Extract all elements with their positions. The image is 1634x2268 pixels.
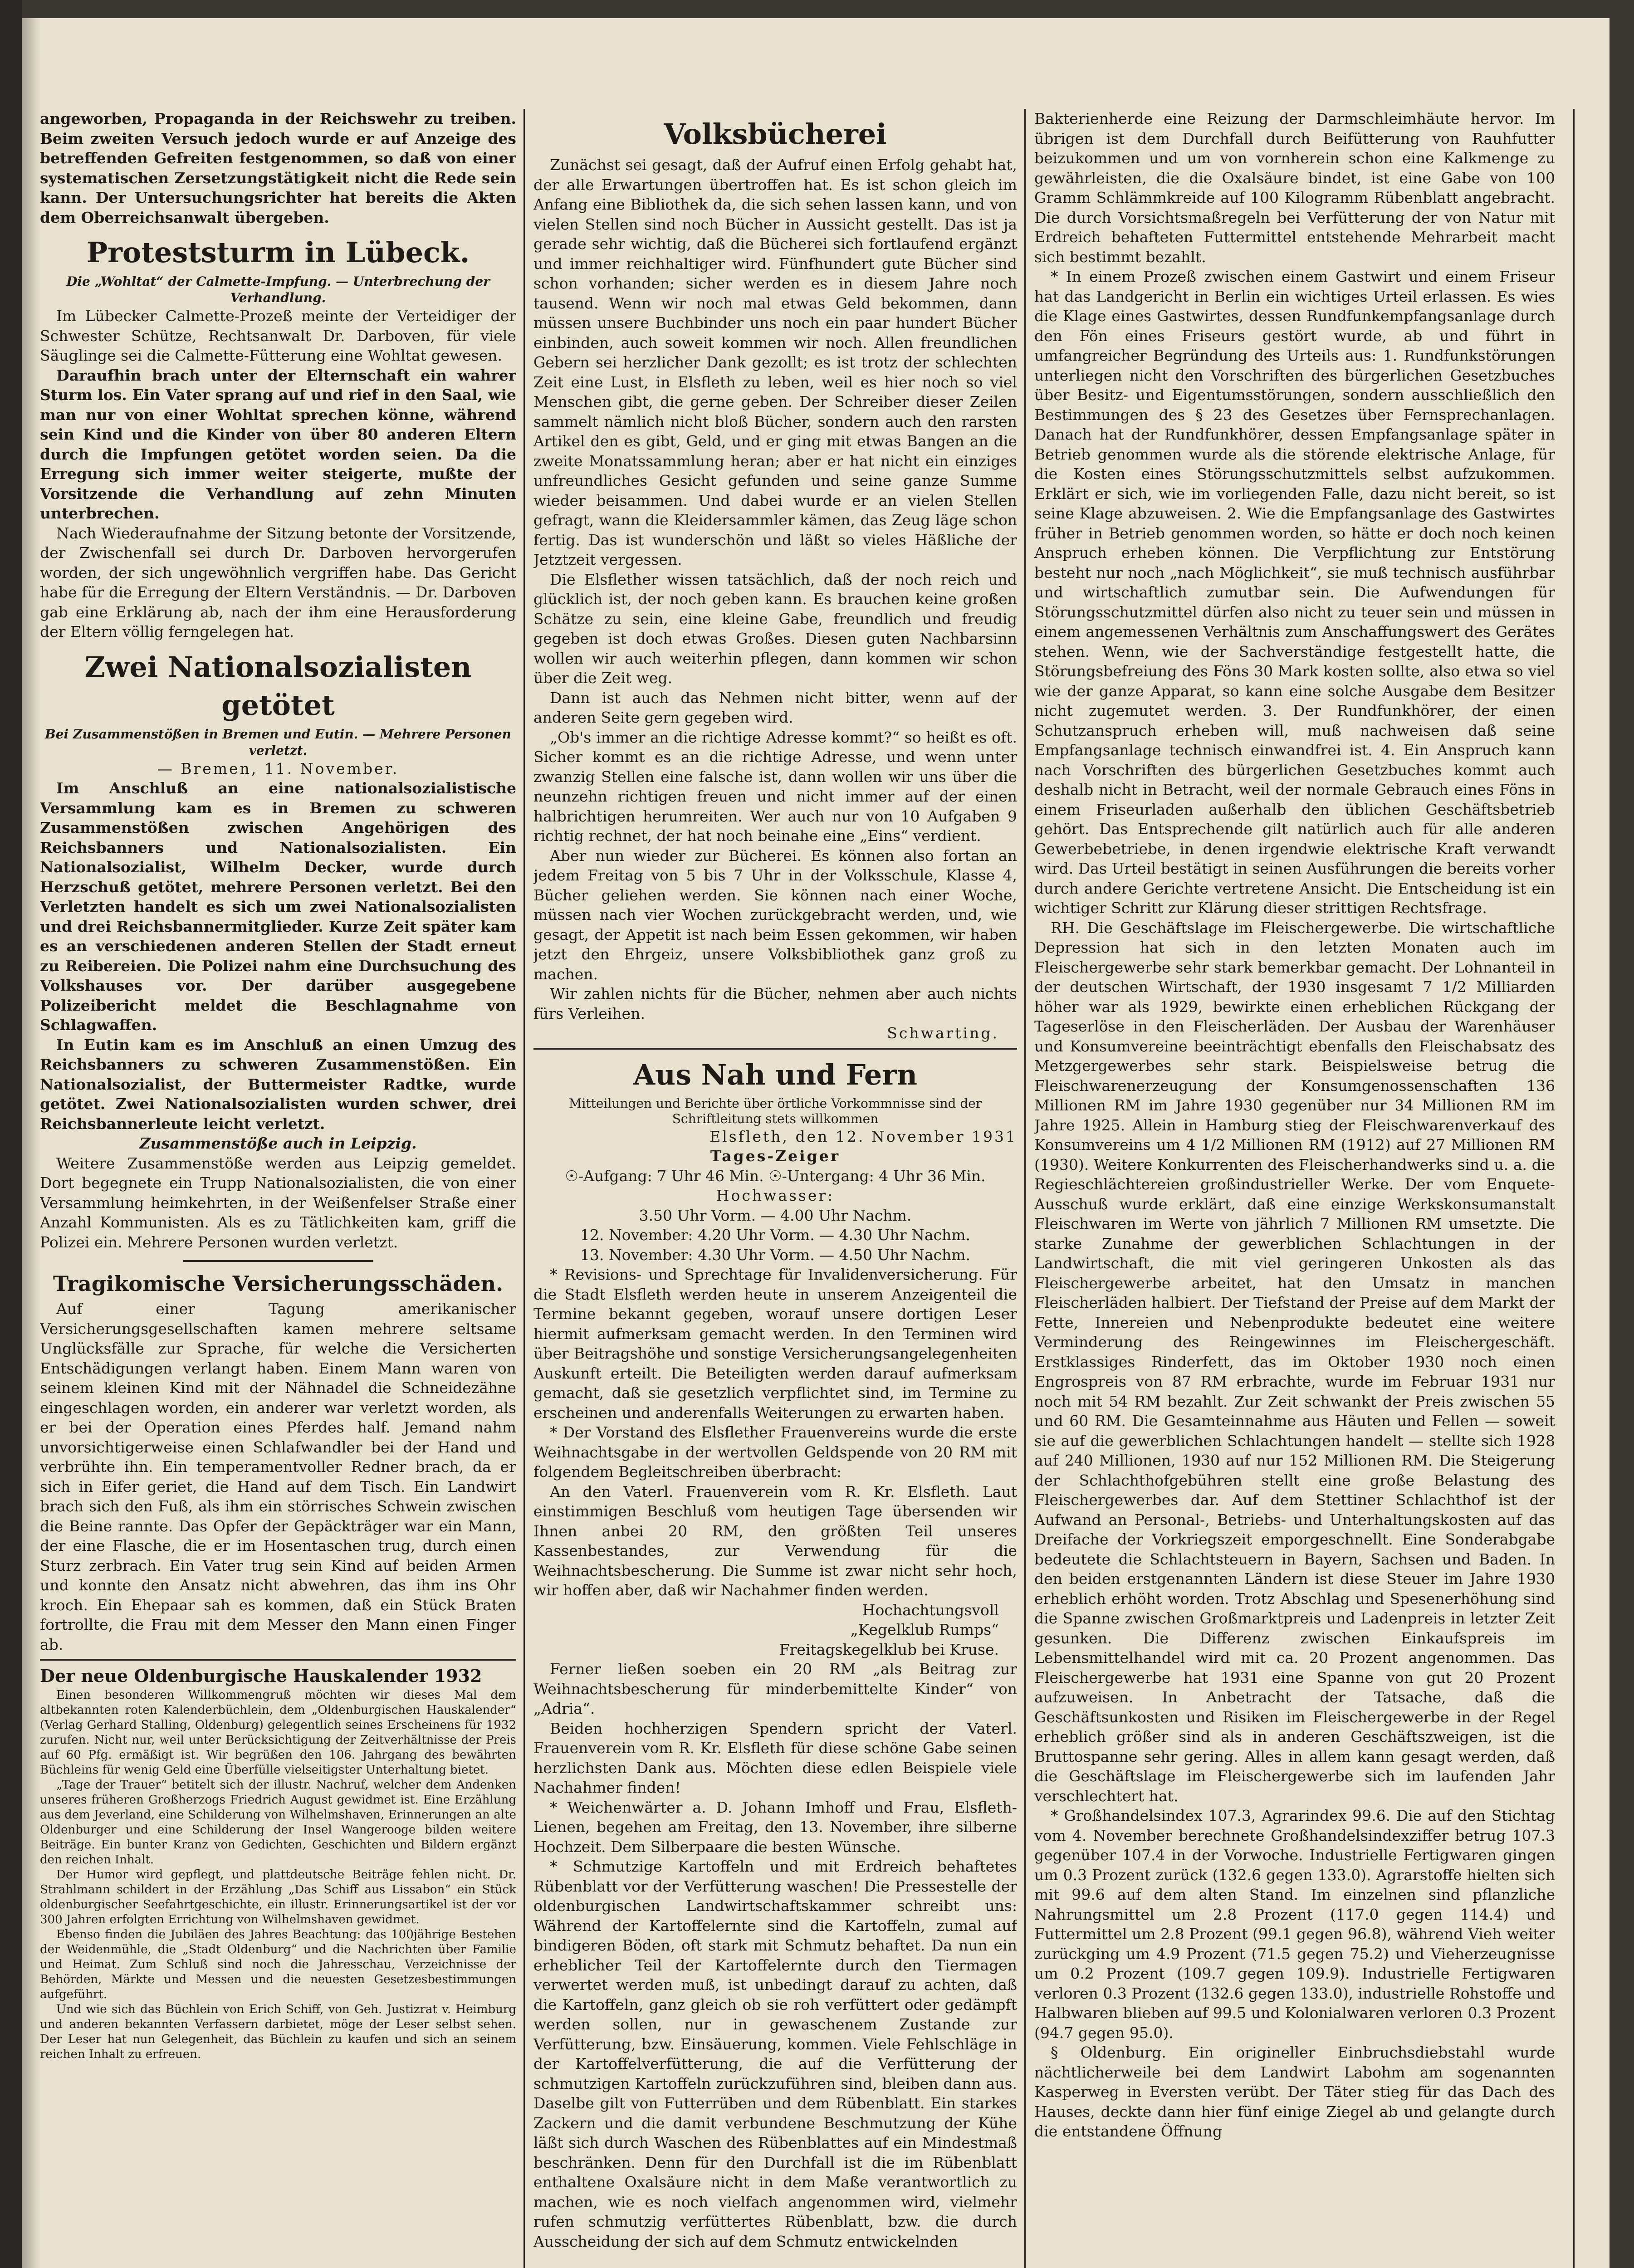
article-paragraph: Und wie sich das Büchlein von Erich Schiff, von Geh. Justizrat v. Heimburg und anderen bekannten Verfassern darbietet, möge der Leser selbst sehen. Der Leser hat nun Gelegenheit, das Büchlein zu kaufen und sich an seinem reichen Inhalt zu erfreuen. [40, 2003, 516, 2061]
news-item: * Revisions- und Sprechtage für Invalidenversicherung. Für die Stadt Elsfleth werden heute in unserem Anzeigenteil die Termine bekannt gegeben, worauf unsere dortigen Leser hiermit aufmerksam gemacht werden. In den Terminen wird über Beitragshöhe und sonstige Versicherungsangelegenheiten Auskunft erteilt. Die Beteiligten werden darauf aufmerksam gemacht, daß sie gesetzlich verpflichtet sind, im Termine zu erscheinen und anderenfalls Weiterungen zu erwarten haben. [533, 1266, 1017, 1422]
column-3 [1034, 109, 1555, 2268]
article-paragraph: Dann ist auch das Nehmen nicht bitter, wenn auf der anderen Seite gern gegeben wird. [533, 689, 1017, 726]
letter-signature: „Kegelklub Rumps“ [850, 1621, 999, 1638]
article-paragraph: Weitere Zusammenstöße werden aus Leipzig gemeldet. Dort begegnete ein Trupp Nationalsozialisten, die von einer Versammlung heimkehrten, in der Weißenfelser Straße einer Anzahl Kommunisten. Als es zu Tätlichkeiten kam, griff die Polizei ein. Mehrere Personen wurden verletzt. [40, 1154, 516, 1251]
high-water-line: 12. November: 4.20 Uhr Vorm. — 4.30 Uhr Nachm. [580, 1226, 971, 1244]
article-paragraph: Nach Wiederaufnahme der Sitzung betonte der Vorsitzende, der Zwischenfall sei durch Dr. Darboven hervorgerufen worden, der sich ungewöhnlich vergriffen habe. Das Gericht habe für die Erregung der Eltern Verständnis. — Dr. Darboven gab eine Erklärung ab, nach der ihm eine Herausforderung der Eltern völlig ferngelegen hat. [40, 524, 516, 640]
news-item: * In einem Prozeß zwischen einem Gastwirt und einem Friseur hat das Landgericht in Berlin ein wichtiges Urteil erlassen. Es wies die Klage eines Gastwirtes, dessen Rundfunkempfangsanlage durch den Fön eines Friseurs gestört wurde, ab und führt in umfangreicher Begründung des Urteils aus: 1. Rundfunkstörungen unterliegen nicht den Vorschriften des bürgerlichen Gesetzbuches über Besitz- und Eigentumsstörungen, sondern ausschließlich den Bestimmungen des § 23 des Gesetzes über Fernsprechanlagen. Danach hat der Rundfunkhörer, dessen Empfangsanlage später in Betrieb genommen wurde als die störende elektrische Anlage, für die Kosten eines Störungsschutzmittels selbst aufzukommen. Erklärt er sich, wie im vorliegenden Falle, dazu nicht bereit, so ist seine Klage abzuweisen. 2. Wie die Empfangsanlage des Gastwirtes früher in Betrieb genommen worden, so hätte er doch noch keinen Anspruch erheben können. Die Verpflichtung zur Entstörung besteht nur noch „nach Möglichkeit“, sie muß technisch ausführbar und wirtschaftlich zumutbar sein. Die Aufwendungen für Störungsschutzmittel dürfen also nicht zu teuer sein und müssen in einem angemessenen Verhältnis zum Anschaffungswert des Gerätes stehen. Wenn, wie der Sachverständige festgestellt hatte, die Störungsbefreiung des Föns 30 Mark kosten sollte, also etwa so viel wie der ganze Apparat, so kann eine solche Ausgabe dem Besitzer nicht zugemutet werden. 3. Der Rundfunkhörer, der einen Schutzanspruch erheben will, muß nachweisen daß seine Empfangsanlage technisch einwandfrei ist. 4. Ein Anspruch kann nach Vorschriften des bürgerlichen Gesetzbuches kommt auch deshalb nicht in Betracht, weil der normale Gebrauch eines Föns in einem Friseurladen außerhalb den üblichen Geschäftsbetrieb gehört. Das Entsprechende gilt natürlich auch für alle anderen Gewerbebetriebe, in denen irgendwie elektrische Kraft verwandt wird. Das Urteil bestätigt in seinen Ausführungen die bereits vorher durch andere Gerichte vertretene Ansicht. Die Entscheidung ist ein wichtiger Schritt zur Klärung dieser strittigen Rechtsfrage. [1034, 268, 1555, 917]
column-1 [40, 109, 516, 2268]
section-note: Mitteilungen und Berichte über örtliche Vorkommnisse sind der Schriftleitung stets willkommen [568, 1095, 982, 1126]
article-subtitle: Bei Zusammenstößen in Bremen und Eutin. — Mehrere Personen verletzt. [45, 726, 511, 758]
news-item: Ferner ließen soeben ein 20 RM „als Beitrag zur Weihnachtsbescherung für minderbemittelte Kinder“ von „Adria“. [533, 1660, 1017, 1717]
article-paragraph: „Ob's immer an die richtige Adresse kommt?“ so heißt es oft. Sicher kommt es an die richtige Adresse, und wenn unter zwanzig Stellen eine falsche ist, dann wollen wir uns über die neunzehn richtigen freuen und nicht immer auf der einen halbrichtigen herumreiten. Wer auch nur von 10 Aufgaben 9 richtig rechnet, der hat noch beinahe eine „Eins“ verdient. [533, 728, 1017, 845]
page-edge-rule [1573, 109, 1575, 2268]
article-paragraph: Aber nun wieder zur Bücherei. Es können also fortan an jedem Freitag von 5 bis 7 Uhr in der Volksschule, Klasse 4, Bücher geliehen werden. Sie können nach einer Woche, müssen nach vier Wochen zurückgebracht werden, und, wie gesagt, der Appetit ist nach beim Essen gekommen, wir haben jetzt den Ehrgeiz, unsere Volksbibliothek ganz groß zu machen. [533, 846, 1017, 983]
article-paragraph: Der Humor wird gepflegt, und plattdeutsche Beiträge fehlen nicht. Dr. Strahlmann schildert in der Erzählung „Das Schiff aus Lissabon“ ein Stück oldenburgischer Seefahrtgeschichte, ein illustr. Erinnerungsartikel ist der vor 300 Jahren erfolgten Errichtung von Wilhelmshaven gewidmet. [40, 1868, 516, 1926]
news-item: * Der Vorstand des Elsflether Frauenvereins wurde die erste Weihnachtsgabe in der wertvollen Geldspende von 20 RM mit folgendem Begleitschreiben überbracht: [533, 1423, 1017, 1481]
sun-times: ☉-Aufgang: 7 Uhr 46 Min. ☉-Untergang: 4 Uhr 36 Min. [565, 1167, 986, 1185]
news-item: § Oldenburg. Ein origineller Einbruchsdiebstahl wurde nächtlicherweile bei dem Landwirt Labohm am sogenannten Kasperweg in Eversten verübt. Der Täter stieg für das Dach des Hauses, deckte dann hier fünf einige Ziegel ab und gelangte durch die entstandene Öffnung [1034, 2043, 1555, 2140]
news-item: Bakterienherde eine Reizung der Darmschleimhäute hervor. Im übrigen ist dem Durchfall durch Beifütterung von Rauhfutter beizukommen und um von vornherein schon eine Kalkmenge zu gewährleisten, die die Oxalsäure bindet, ist eine Gabe von 100 Gramm Schlämmkreide auf 100 Kilogramm Rübenblatt angebracht. Die durch Vorsichtsmaßregeln bei Verfütterung der von Natur mit Erdreich behafteten Futtermittel entstehende Mehrarbeit macht sich bestimmt bezahlt. [1034, 110, 1555, 266]
high-water-line: 3.50 Uhr Vorm. — 4.00 Uhr Nachm. [639, 1206, 912, 1224]
article-title: Der neue Oldenburgische Hauskalender 1932 [40, 1666, 482, 1686]
news-item: * Schmutzige Kartoffeln und mit Erdreich behaftetes Rübenblatt vor der Verfütterung waschen! Die Pressestelle der oldenburgischen Landwirtschaftskammer schreibt uns: Während der Kartoffelernte sind die Kartoffeln, zumal auf bindigeren Böden, oft stark mit Schmutz behaftet. Da nun ein erheblicher Teil der Kartoffelernte durch den Tiermagen verwertet werden muß, ist unbedingt darauf zu achten, daß die Kartoffeln, ganz gleich ob sie roh verfüttert oder gedämpft werden sollen, nur in gewaschenem Zustande zur Verfütterung, bzw. Einsäuerung, kommen. Viele Fehlschläge in der Kartoffelverfütterung, die auf die Verfütterung der schmutzigen Kartoffeln zurückzuführen sind, bleiben dann aus. Daselbe gilt von Futterrüben und dem Rübenblatt. Ein starkes Zackern und die damit verbundene Beschmutzung der Kühe läßt sich durch Waschen des Rübenblattes auf ein Mindestmaß beschränken. Denn für den Durchfall ist die im Rübenblatt enthaltene Oxalsäure nicht in dem Maße verantwortlich zu machen, wie es noch vielfach angenommen wird, vielmehr rufen schmutzig verfüttertes Rübenblatt, bzw. die durch Ausscheidung der sich auf dem Schmutz entwickelnden [533, 1857, 1017, 2250]
article-paragraph: Im Lübecker Calmette-Prozeß meinte der Verteidiger der Schwester Schütze, Rechtsanwalt Dr. Darboven, für viele Säuglinge sei die Calmette-Fütterung eine Wohltat gewesen. [40, 307, 516, 364]
section-subhead: Zusammenstöße auch in Leipzig. [139, 1134, 417, 1152]
article-paragraph: Die Elsflether wissen tatsächlich, daß der noch reich und glücklich ist, der noch geben kann. Es brauchen keine großen Schätze zu sein, eine kleine Gabe, freundlich und freudig gegeben ist doch etwas Großes. Diesen guten Nachbarsinn wollen wir auch weiterhin pflegen, dann kommen wir schon über die Zeit weg. [533, 570, 1017, 687]
article-paragraph: Auf einer Tagung amerikanischer Versicherungsgesellschaften kamen mehrere seltsame Unglücksfälle zur Sprache, für welche die Versicherten Entschädigungen verlangt haben. Einem Mann waren von seinem kleinen Kind mit der Nähnadel die Schneidezähne eingeschlagen worden, ein anderer war verletzt worden, als er bei der Operation eines Pferdes half. Jemand nahm unvorsichtigerweise einen Schlafwandler bei der Hand und verbrühte ihn. Ein temperamentvoller Redner brach, da er sich in Eifer geriet, die Hand auf dem Tisch. Ein Landwirt brach sich den Fuß, als ihm ein störrisches Schwein zwischen die Beine rannte. Das Opfer der Gepäckträger war ein Mann, der eine Flasche, die er im Hosentaschen trug, durch einen Sturz zerbrach. Ein Vater trug sein Kind auf beiden Armen und konnte den Ansatz nicht abwehren, das ihm ins Ohr kroch. Ein Ehepaar sah es kommen, daß ein Stück Braten fortrollte, die Frau mit dem Messer den Mann einen Finger ab. [40, 1300, 516, 1653]
divider [183, 1260, 373, 1262]
article-paragraph: Ebenso finden die Jubiläen des Jahres Beachtung: das 100jährige Bestehen der Weidenmühle, die „Stadt Oldenburg“ und die Nachrichten über Familie und Heimat. Zum Schluß sind noch die Jahresschau, Verzeichnisse der Behörden, Märkte und Messen und die neuesten Gesetzesbestimmungen aufgeführt. [40, 1928, 516, 2001]
article-paragraph: In Eutin kam es im Anschluß an einen Umzug des Reichsbanners zu schweren Zusammenstößen. Ein Nationalsozialist, der Buttermeister Radtke, wurde getötet. Zwei Nationalsozialisten wurden schwer, drei Reichsbannerleute leicht verletzt. [40, 1036, 516, 1133]
article-paragraph: Wir zahlen nichts für die Bücher, nehmen aber auch nichts fürs Verleihen. [533, 985, 1017, 1022]
column-2 [533, 109, 1017, 2268]
article-subtitle: Die „Wohltat“ der Calmette-Impfung. — Unterbrechung der Verhandlung. [66, 274, 490, 305]
divider [533, 1048, 1017, 1050]
news-item: * Großhandelsindex 107.3, Agrarindex 99.6. Die auf den Stichtag vom 4. November berechnete Großhandelsindexziffer betrug 107.3 gegenüber 107.4 in der Vorwoche. Industrielle Fertigwaren gingen um 0.3 Prozent zurück (132.6 gegen 133.0). Agrarstoffe hielten sich mit 99.6 auf dem alten Stand. Im einzelnen sind pflanzliche Nahrungsmittel um 2.8 Prozent (117.0 gegen 114.4) und Futtermittel um 2.8 Prozent (99.1 gegen 96.8), während Vieh weiter zurückging um 4.9 Prozent (71.5 gegen 75.2) und Vieherzeugnisse um 0.2 Prozent (109.7 gegen 109.9). Industrielle Fertigwaren verloren 0.3 Prozent (132.6 gegen 133.0), industrielle Rohstoffe und Halbwaren blieben auf 99.5 und Kolonialwaren verloren 0.3 Prozent (94.7 gegen 95.0). [1034, 1807, 1555, 2042]
high-water-label: Hochwasser: [716, 1187, 835, 1204]
letter-text: An den Vaterl. Frauenverein vom R. Kr. Elsfleth. Laut einstimmigen Beschluß vom heutigen Tage übersenden wir Ihnen anbei 20 RM, den größten Teil unseres Kassenbestandes, zur Verwendung für die Weihnachtsbescherung. Die Summe ist zwar nicht sehr hoch, wir hoffen aber, daß wir Nachahmer finden werden. [533, 1482, 1017, 1599]
news-item: * Weichenwärter a. D. Johann Imhoff und Frau, Elsfleth-Lienen, begehen am Freitag, den 13. November, ihre silberne Hochzeit. Dem Silberpaare die besten Wünsche. [533, 1798, 1017, 1856]
article-title: Tragikomische Versicherungsschäden. [53, 1271, 504, 1296]
newspaper-page [22, 18, 1610, 2268]
dateline: — Bremen, 11. November. [157, 759, 399, 777]
left-binding-strip [0, 0, 22, 2268]
article-paragraph: Einen besonderen Willkommengruß möchten wir dieses Mal dem altbekannten roten Kalenderbüchlein, dem „Oldenburgischen Hauskalender“ (Verlag Gerhard Stalling, Oldenburg) gelegentlich seines Erscheinens für 1932 zurufen. Nicht nur, weil unter Berücksichtigung der Zeitverhältnisse der Preis auf 60 Pfg. ermäßigt ist. Wir begrüßen den 106. Jahrgang des bewährten Büchleins für wenig Geld eine Überfülle vielseitigster Unterhaltung bietet. [40, 1688, 516, 1777]
news-item: Beiden hochherzigen Spendern spricht der Vaterl. Frauenverein vom R. Kr. Elsfleth für diese schöne Gabe seinen herzlichsten Dank aus. Möchten diese edlen Beispiele viele Nachahmer finden! [533, 1719, 1017, 1796]
article-title: Volksbücherei [664, 117, 887, 151]
news-item: RH. Die Geschäftslage im Fleischergewerbe. Die wirtschaftliche Depression hat sich in den letzten Monaten auch im Fleischergewerbe sehr stark bemerkbar gemacht. Der Lohnanteil in der deutschen Wirtschaft, der 1930 insgesamt 7 1/2 Milliarden höher war als 1929, bewirkte einen erheblichen Rückgang der Tageserlöse in den Fleischerläden. Der Ausbau der Warenhäuser und Konsumvereine beeinträchtigt ebenfalls den Fleischabsatz des Metzgergewerbes sehr stark. Beispielsweise betrug die Fleischwarenerzeugung der Konsumgenossenschaften 136 Millionen RM im Jahre 1930 gegenüber nur 34 Millionen RM im Jahre 1925. Allein in Hamburg stieg der Fleischwarenverkauf des Konsumvereins um 4 1/2 Millionen RM (1912) auf 27 Millionen RM (1930). Weitere Konkurrenten des Fleischerhandwerks sind u. a. die Regieschlächtereien großindustrieller Werke. Der vom Enquete-Ausschuß wurde erklärt, daß eine einzige Werkskonsumanstalt Fleischwaren im Werte von jährlich 7 Millionen RM umsetzte. Die starke Zunahme der gewerblichen Schlachtungen in der Landwirtschaft, die mit viel geringeren Unkosten als das Fleischergewerbe arbeitet, hat den Umsatz in manchen Fleischerläden halbiert. Der Tiefstand der Preise auf dem Markt der Fette, Innereien und Nebenprodukte bedeutet eine weitere Verminderung des Reingewinnes im Fleischergeschäft. Erstklassiges Rinderfett, das im Oktober 1930 noch einen Engrospreis von 87 RM erbrachte, wurde im Februar 1931 nur noch mit 54 RM bezahlt. Zur Zeit schwankt der Preis zwischen 55 und 60 RM. Die Gesamteinnahme aus Häuten und Fellen — soweit sie auf die gewerblichen Schlachtungen handelt — stellte sich 1928 auf 240 Millionen, 1930 auf nur 152 Millionen RM. Die Steigerung der Schlachthofgebühren stellt eine große Belastung des Fleischergewerbes dar. Auf dem Stettiner Schlachthof ist der Aufwand an Personal-, Betriebs- und Unterhaltungskosten auf das Dreifache der Vorkriegszeit emporgeschnellt. Eine Sonderabgabe bedeutete die Schlachtsteuern in Bayern, Sachsen und Baden. In den beiden erstgenannten Ländern ist diese Steuer im Jahre 1930 erheblich erhöht worden. Trotz Abschlag und Spesenerhöhung sind die Spanne zwischen Großmarktpreis und Ladenpreis in letzter Zeit gesunken. Die Differenz zwischen Einkaufspreis im Lebensmittelhandel wird mit ca. 20 Prozent angenommen. Das Fleischergewerbe hat 1931 eine Spanne von gut 20 Prozent aufzuweisen. In Anbetracht der Tatsache, daß die Geschäftsunkosten und Risiken im Fleischergewerbe in der Regel erheblich größer sind als in anderen Geschäftszweigen, ist die Bruttospanne sehr gering. Alles in allem kann gesagt werden, daß die Geschäftslage im Fleischergewerbe sich im laufenden Jahr verschlechtert hat. [1034, 919, 1555, 1805]
gutter-shadow [22, 18, 40, 2268]
letter-closing: Hochachtungsvoll [862, 1601, 999, 1619]
signature: Schwarting. [887, 1024, 999, 1042]
column-rule [1024, 109, 1026, 2268]
section-title: Aus Nah und Fern [633, 1058, 918, 1091]
article-paragraph: Im Anschluß an eine nationalsozialistische Versammlung kam es in Bremen zu schweren Zusammenstößen zwischen Angehörigen des Reichsbanners und Nationalsozialisten. Ein Nationalsozialist, Wilhelm Decker, wurde durch Herzschuß getötet, mehrere Personen verletzt. Bei den Verletzten handelt es sich um zwei Nationalsozialisten und drei Reichsbannermitglieder. Kurze Zeit später kam es an verschiedenen anderen Stellen der Stadt erneut zu Reibereien. Die Polizei nahm eine Durchsuchung des Volkshauses vor. Der darüber ausgegebene Polizeibericht meldet die Beschlagnahme von Schlagwaffen. [40, 779, 516, 1034]
letter-signature: Freitagskegelklub bei Kruse. [779, 1640, 999, 1658]
tages-zeiger-title: Tages-Zeiger [710, 1147, 841, 1165]
high-water-line: 13. November: 4.30 Uhr Vorm. — 4.50 Uhr Nachm. [580, 1246, 971, 1264]
article-title: Proteststurm in Lübeck. [86, 236, 470, 269]
article-paragraph: Zunächst sei gesagt, daß der Aufruf einen Erfolg gehabt hat, der alle Erwartungen übertroffen hat. Es ist schon gleich im Anfang eine Bibliothek da, die sich sehen lassen kann, und von vielen Stellen sind noch Bücher in Aussicht gestellt. Das ist ja gerade sehr wichtig, daß die Bücherei sich fortlaufend ergänzt und immer reichhaltiger wird. Fünfhundert gute Bücher sind schon vorhanden; sicher werden es in diesem Jahre noch tausend. Wenn wir noch mal etwas Geld bekommen, dann müssen unsere Buchbinder uns noch ein paar hundert Bücher einbinden, auch soweit kommen wir noch. Allen freundlichen Gebern sei herzlicher Dank gezollt; es ist trotz der schlechten Zeit eine Lust, in Elsfleth zu leben, weil es hier noch so viel Menschen gibt, die gerne geben. Der Schreiber dieser Zeilen sammelt nämlich nicht bloß Bücher, sondern auch den rarsten Artikel den es gibt, Geld, und er ging mit etwas Bangen an die zweite Monatssammlung heran; aber er hat nicht ein einziges unfreundliches Gesicht gefunden und seine ganze Summe wieder beisammen. Und dabei wurde er an vielen Stellen gefragt, wann die Kleidersammler kämen, das Zeug läge schon fertig. Das ist wunderschön und läßt so vieles Häßliche der Jetztzeit vergessen. [533, 156, 1017, 568]
column-rule [523, 109, 525, 2268]
article-paragraph: Daraufhin brach unter der Elternschaft ein wahrer Sturm los. Ein Vater sprang auf und rief in den Saal, wie man nur von einer Wohltat sprechen könne, während sein Kind und die Kinder von über 80 anderen Eltern durch die Impfungen getötet worden seien. Da die Erregung sich immer weiter steigerte, mußte der Vorsitzende die Verhandlung auf zehn Minuten unterbrechen. [40, 366, 516, 522]
divider [40, 1659, 516, 1661]
lead-text: angeworben, Propaganda in der Reichswehr zu treiben. Beim zweiten Versuch jedoch wurde er auf Anzeige des betreffenden Gefreiten festgenommen, so daß von einer systematischen Zersetzungstätigkeit nicht die Rede sein kann. Der Untersuchungsrichter hat bereits die Akten dem Oberreichsanwalt übergeben. [40, 110, 516, 226]
article-paragraph: „Tage der Trauer“ betitelt sich der illustr. Nachruf, welcher dem Andenken unseres früheren Großherzogs Friedrich August gewidmet ist. Eine Erzählung aus dem Jeverland, eine Schilderung von Wilhelmshaven, Erinnerungen an alte Oldenburger und eine Schilderung der Insel Wangerooge bilden weitere Beiträge. Ein bunter Kranz von Gedichten, Geschichten und Bildern ergänzt den reichen Inhalt. [40, 1778, 516, 1867]
article-title: Zwei Nationalsozialisten getötet [84, 650, 472, 722]
dateline: Elsfleth, den 12. November 1931 [709, 1127, 1017, 1145]
